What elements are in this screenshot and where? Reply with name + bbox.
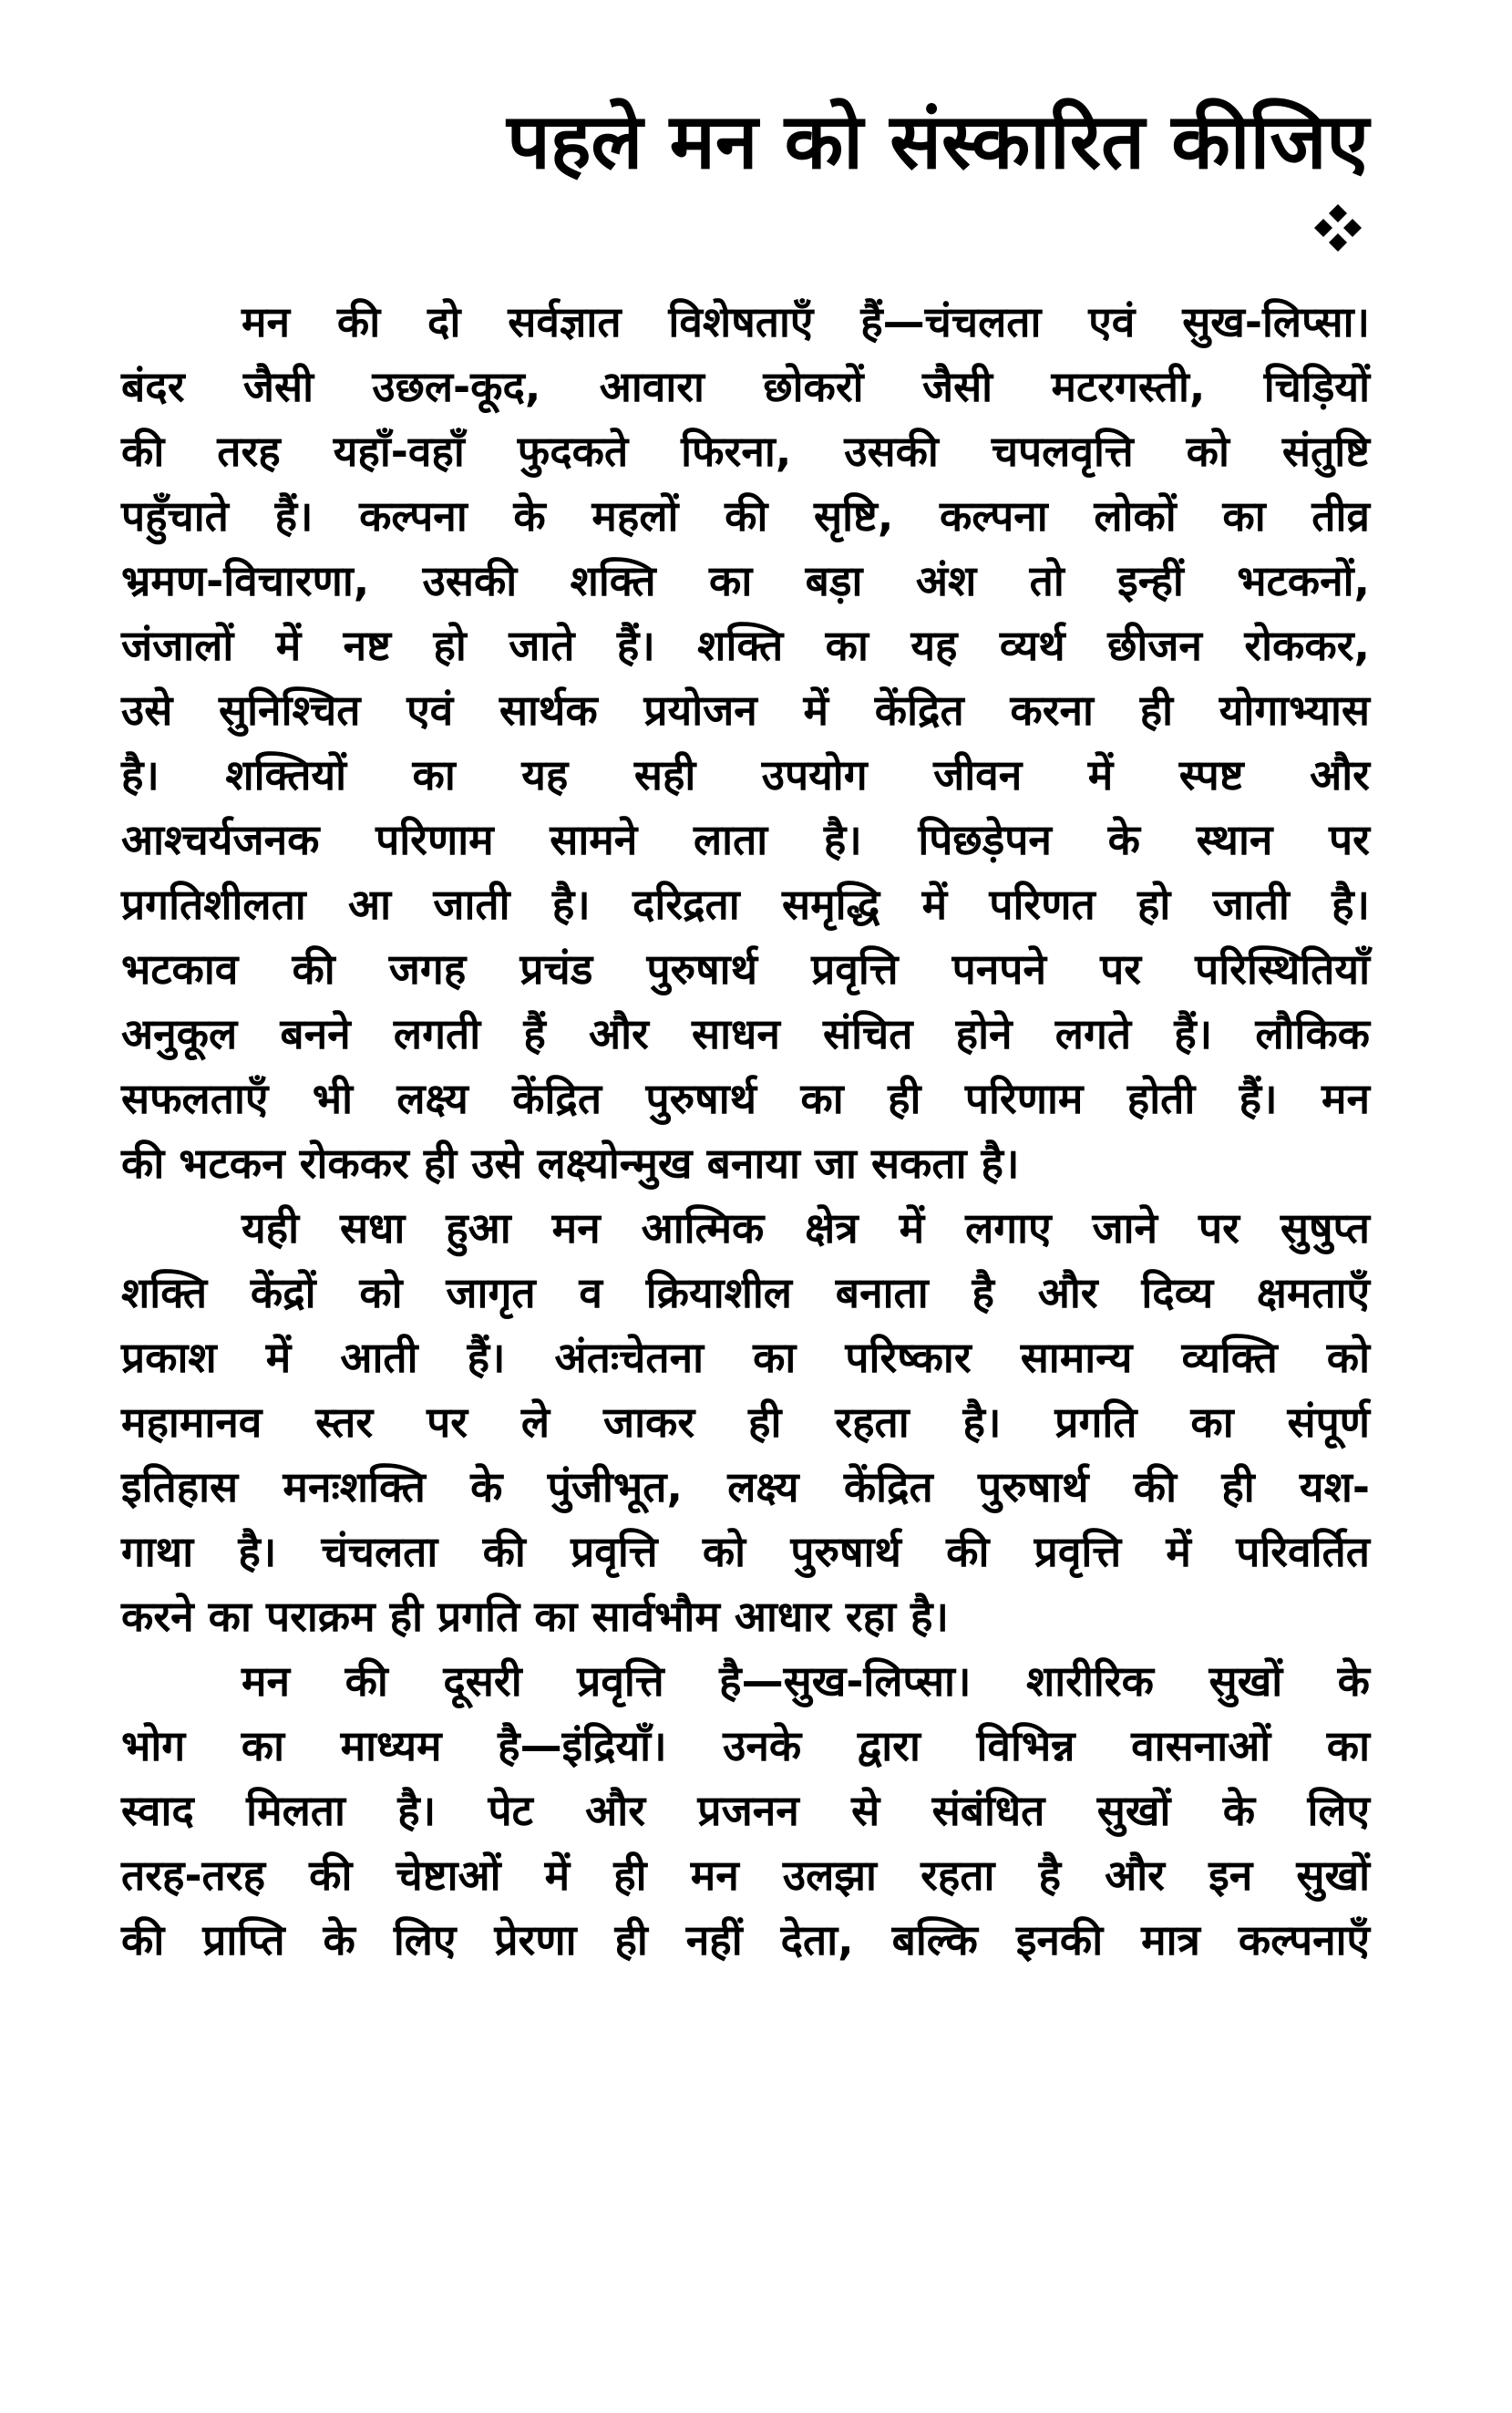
four-diamond-ornament-icon <box>1312 202 1363 253</box>
text-line: पहुँचाते हैं। कल्पना के महलों की सृष्टि, कल्पना लोकों का तीव्र <box>121 491 1370 541</box>
paragraph <box>121 1196 1370 1649</box>
text-line: अनुकूल बनने लगती हैं और साधन संचित होने लगते हैं। लौकिक <box>121 1009 1370 1058</box>
text-line: बंदर जैसी उछल-कूद, आवारा छोकरों जैसी मटरगस्ती, चिड़ियों <box>121 362 1370 411</box>
text-line: इतिहास मनःशक्ति के पुंजीभूत, लक्ष्य केंद्रित पुरुषार्थ की ही यश- <box>121 1462 1370 1511</box>
text-line: प्रगतिशीलता आ जाती है। दरिद्रता समृद्धि में परिणत हो जाती है। <box>121 880 1370 929</box>
text-line: भटकाव की जगह प्रचंड पुरुषार्थ प्रवृत्ति पनपने पर परिस्थितियाँ <box>121 944 1370 994</box>
text-line: गाथा है। चंचलता की प्रवृत्ति को पुरुषार्थ की प्रवृत्ति में परिवर्तित <box>121 1527 1370 1576</box>
text-line: जंजालों में नष्ट हो जाते हैं। शक्ति का यह व्यर्थ छीजन रोककर, <box>121 621 1370 670</box>
text-line: प्रकाश में आती हैं। अंतःचेतना का परिष्कार सामान्य व्यक्ति को <box>121 1333 1370 1382</box>
text-line: की तरह यहाँ-वहाँ फुदकते फिरना, उसकी चपलवृत्ति को संतुष्टि <box>121 427 1370 476</box>
paragraph <box>121 1649 1370 1973</box>
text-line: महामानव स्तर पर ले जाकर ही रहता है। प्रगति का संपूर्ण <box>121 1397 1370 1447</box>
text-line: तरह-तरह की चेष्टाओं में ही मन उलझा रहता है और इन सुखों <box>121 1851 1370 1900</box>
text-line: यही सधा हुआ मन आत्मिक क्षेत्र में लगाए जाने पर सुषुप्त <box>242 1203 1370 1253</box>
text-line: आश्चर्यजनक परिणाम सामने लाता है। पिछड़ेपन के स्थान पर <box>121 815 1370 864</box>
page-title: पहले मन को संस्कारित कीजिए <box>507 97 1369 186</box>
text-line: की भटकन रोककर ही उसे लक्ष्योन्मुख बनाया जा सकता है। <box>121 1139 1020 1188</box>
text-line: मन की दो सर्वज्ञात विशेषताएँ हैं—चंचलता एवं सुख-लिप्सा। <box>242 297 1370 346</box>
paragraph <box>121 290 1370 1196</box>
text-line: स्वाद मिलता है। पेट और प्रजनन से संबंधित सुखों के लिए <box>121 1786 1370 1835</box>
text-line: है। शक्तियों का यह सही उपयोग जीवन में स्पष्ट और <box>121 750 1370 799</box>
text-line: सफलताएँ भी लक्ष्य केंद्रित पुरुषार्थ का ही परिणाम होती हैं। मन <box>121 1074 1370 1123</box>
text-line: मन की दूसरी प्रवृत्ति है—सुख-लिप्सा। शारीरिक सुखों के <box>242 1656 1370 1706</box>
text-line: करने का पराक्रम ही प्रगति का सार्वभौम आधार रहा है। <box>121 1592 949 1641</box>
text-line: शक्ति केंद्रों को जागृत व क्रियाशील बनाता है और दिव्य क्षमताएँ <box>121 1268 1370 1317</box>
body-text <box>121 290 1370 1973</box>
text-line: भ्रमण-विचारणा, उसकी शक्ति का बड़ा अंश तो इन्हीं भटकनों, <box>121 556 1370 605</box>
text-line: भोग का माध्यम है—इंद्रियाँ। उनके द्वारा विभिन्न वासनाओं का <box>121 1721 1370 1770</box>
text-line: की प्राप्ति के लिए प्रेरणा ही नहीं देता, बल्कि इनकी मात्र कल्पनाएँ <box>121 1915 1370 1964</box>
text-line: उसे सुनिश्चित एवं सार्थक प्रयोजन में केंद्रित करना ही योगाभ्यास <box>121 686 1370 735</box>
